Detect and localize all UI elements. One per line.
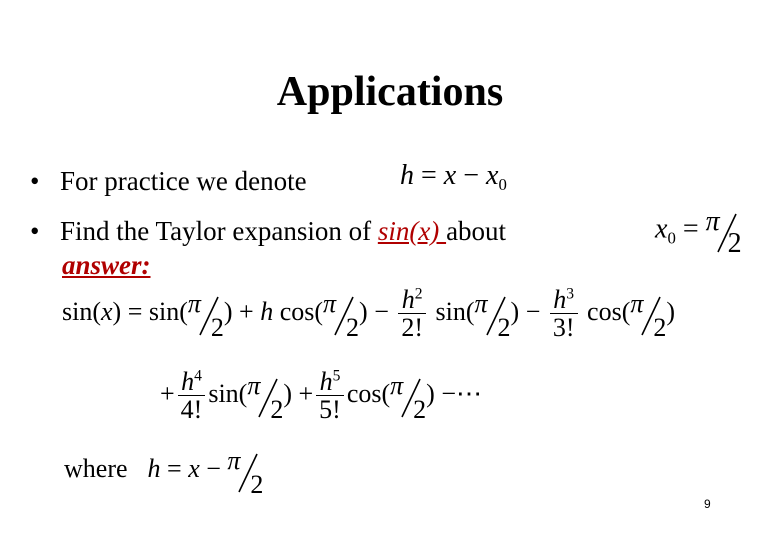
var-x: x — [655, 213, 668, 245]
expansion-line-1: sin(x) = sin( π 2 ) + h cos( π 2 ) − $\frac{h^2}{2!}$ sin( π 2 ) − $\frac{h^3}{3!}$ cos( π 2 ) — [62, 285, 676, 343]
h-definition — [400, 160, 507, 192]
x0-definition — [655, 206, 742, 259]
h2-over-2-factorial: $\frac{h^2}{2!}$ — [398, 286, 426, 342]
bullet-2-text-after: about — [446, 216, 507, 246]
bullet-dot: • — [30, 166, 40, 196]
pi-over-2: π 2 — [390, 370, 427, 424]
pi-over-2: π 2 — [630, 288, 667, 342]
subscript-0: 0 — [498, 174, 507, 194]
equals: = — [414, 160, 444, 191]
minus: − — [456, 160, 487, 191]
var-h: h — [400, 160, 414, 191]
where-label: where — [64, 453, 128, 483]
pi-over-2: π 2 — [247, 370, 284, 424]
bullet-1 — [30, 166, 307, 197]
h5-over-5-factorial: $\frac{h^5}{5!}$ — [316, 368, 344, 424]
bullet-2-text-before: Find the Taylor expansion of — [60, 216, 378, 246]
answer-label: answer: — [62, 250, 151, 280]
subscript-0: 0 — [667, 228, 676, 248]
pi-over-2: π 2 — [705, 206, 742, 259]
equals: = — [675, 213, 706, 245]
var-x0: x — [486, 160, 499, 191]
page-number: 9 — [704, 497, 711, 511]
bullet-dot: • — [30, 216, 40, 246]
h4-over-4-factorial: $\frac{h^4}{4!}$ — [178, 368, 206, 424]
bullet-2 — [30, 216, 506, 247]
sin-x-link[interactable]: sin(x) — [377, 216, 447, 246]
bullet-1-text: For practice we denote — [60, 166, 307, 196]
pi-over-2: π 2 — [227, 446, 264, 499]
pi-over-2: π 2 — [323, 288, 360, 342]
var-x: x — [443, 160, 457, 191]
h3-over-3-factorial: $\frac{h^3}{3!}$ — [550, 286, 578, 342]
where-definition: where h = x − π 2 — [64, 446, 264, 499]
ellipsis: ⋯ — [456, 378, 482, 408]
slide-title: Applications — [276, 69, 504, 115]
expansion-line-2: + $\frac{h^4}{4!}$ sin( π 2 ) + $\frac{h^5}{5!}$ cos( π 2 ) −⋯ — [160, 367, 482, 425]
pi-over-2: π 2 — [187, 288, 224, 342]
pi-over-2: π 2 — [474, 288, 511, 342]
